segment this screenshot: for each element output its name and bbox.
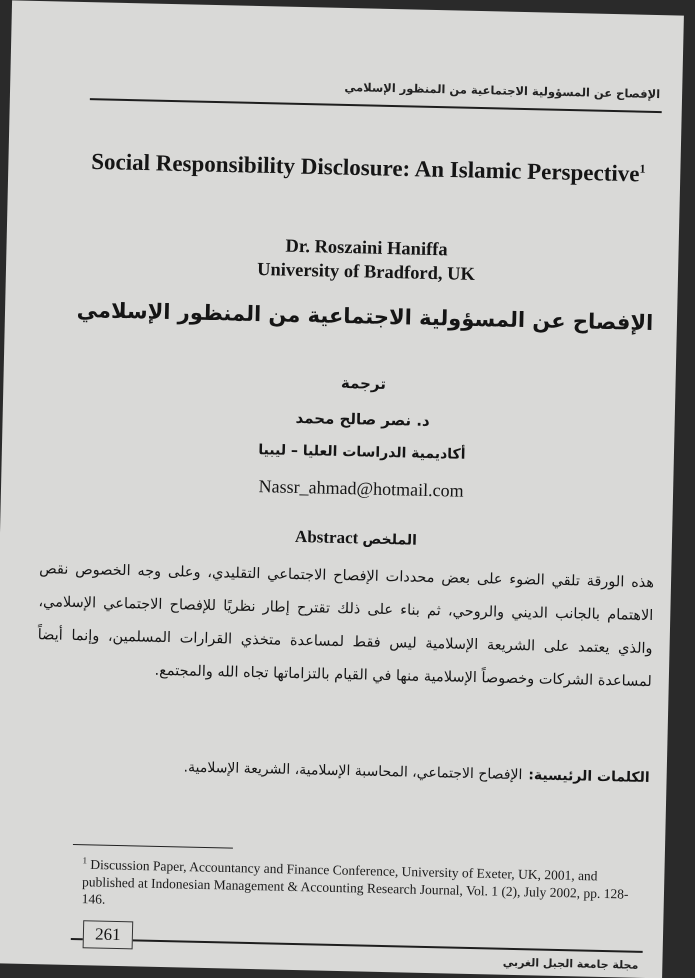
- page-number: 261: [83, 920, 134, 949]
- running-header: الإفصاح عن المسؤولية الاجتماعية من المنظور الإسلامي: [344, 79, 661, 102]
- paper-title-text: Social Responsibility Disclosure: An Islamic Perspective: [90, 148, 640, 187]
- keywords-label: الكلمات الرئيسية:: [528, 767, 650, 787]
- translator-name: د. نصر صالح محمد: [295, 408, 430, 430]
- translator-email: Nassr_ahmad@hotmail.com: [258, 476, 464, 501]
- author-name: Dr. Roszaini Haniffa: [285, 236, 448, 261]
- author-block: [66, 230, 667, 292]
- author-affiliation: University of Bradford, UK: [256, 260, 476, 285]
- paper-title-ar: الإفصاح عن المسؤولية الاجتماعية من المنظور الإسلامي: [76, 297, 654, 336]
- footnote: [82, 852, 648, 919]
- translation-label: ترجمة: [340, 373, 387, 393]
- abstract-heading: [60, 522, 660, 556]
- header-rule: [90, 98, 662, 113]
- bottom-rule: [71, 938, 643, 953]
- translator-institution: أكاديمية الدراسات العليا – ليبيا: [258, 442, 466, 463]
- footnote-rule: [73, 844, 233, 849]
- abstract-body: هذه الورقة تلقي الضوء على بعض محددات الإفصاح الاجتماعي التقليدي، وعلى وجه الخصوص نقص الاهتمام بالجانب الديني والروحي، ثم بناء على ذلك تقترح إطار نظريًا للإفصاح الاجتماعي الإسلامي، والذي يعتمد على الشريعة الإسلامية ليس فقط لمساعدة متخذي القرارات المسلمين، وإنما أيضاً لمساعدة الشركات وخصوصاً الإسلامية منها في القيام بالتزاماتها تجاه الله والمجتمع.: [37, 561, 655, 691]
- footnote-text: Discussion Paper, Accountancy and Finance Conference, University of Exeter, UK, 2001, and published at Indonesian Management & Accounting Research Journal, Vol. 1 (2), July 2002, pp. 128-146.: [81, 856, 629, 907]
- keywords-line: [35, 756, 650, 786]
- abstract-heading-ar: الملخص: [362, 531, 418, 549]
- title-footnote-mark: 1: [639, 161, 646, 176]
- footnote-mark: 1: [82, 855, 88, 866]
- journal-name: مجلة جامعة الجبل الغربي: [502, 955, 639, 972]
- keywords-text: الإفصاح الاجتماعي، المحاسبة الإسلامية، الشريعة الإسلامية.: [183, 759, 523, 784]
- abstract-heading-en: Abstract: [294, 526, 359, 548]
- paper-title-en: [68, 142, 669, 189]
